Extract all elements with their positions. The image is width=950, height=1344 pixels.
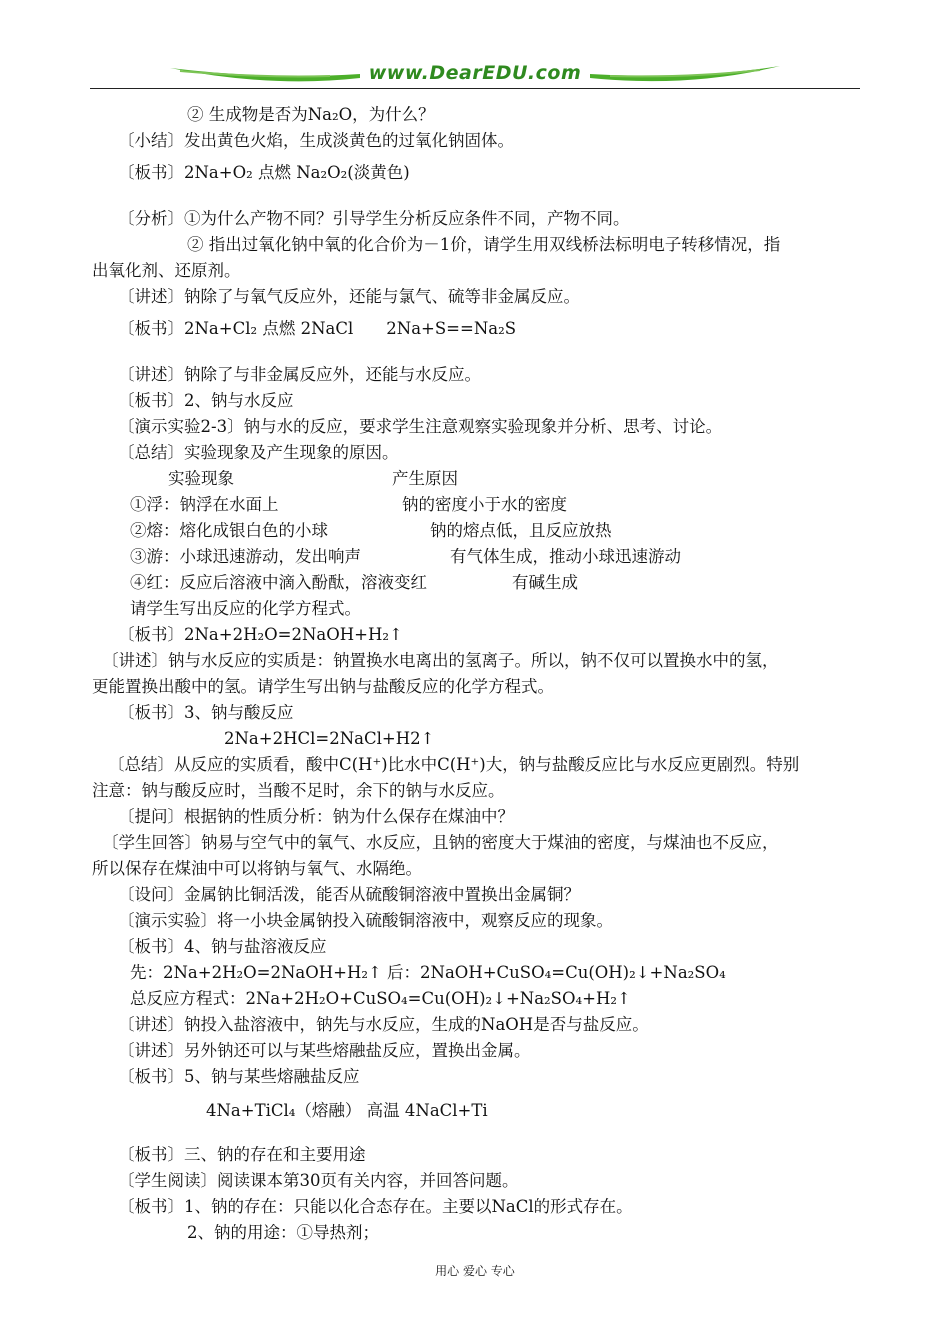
equation-line: 〔板书〕2Na+O₂ 点燃 Na₂O₂(淡黄色) [118,163,410,182]
text-line: ② 指出过氧化钠中氧的化合价为－1价，请学生用双线桥法标明电子转移情况，指 [187,235,781,254]
page-footer: 用心 爱心 专心 [435,1264,515,1278]
text-line: 〔板书〕1、钠的存在：只能以化合态存在。主要以NaCl的形式存在。 [118,1197,633,1216]
text-line: 〔板书〕3、钠与酸反应 [118,703,294,722]
text-line: 〔讲述〕另外钠还可以与某些熔融盐反应，置换出金属。 [118,1041,531,1060]
text-line: 〔总结〕实验现象及产生现象的原因。 [118,443,399,462]
table-row: 有气体生成，推动小球迅速游动 [450,547,681,566]
site-header [90,58,860,92]
table-row: 钠的密度小于水的密度 [402,495,567,514]
equation-line: 先：2Na+2H₂O=2NaOH+H₂↑ 后：2NaOH+CuSO₄=Cu(OH)₂↓+Na₂SO₄ [130,963,726,982]
table-row: ④红：反应后溶液中滴入酚酞，溶液变红 [130,573,427,592]
equation-line: 2Na+2HCl=2NaCl+H2↑ [224,729,435,748]
table-header-phenomenon: 实验现象 [168,469,234,488]
text-line: 出氧化剂、还原剂。 [92,261,241,280]
table-row: ①浮：钠浮在水面上 [130,495,279,514]
text-line: 〔设问〕金属钠比铜活泼，能否从硫酸铜溶液中置换出金属铜？ [118,885,580,904]
table-row: ③游：小球迅速游动，发出响声 [130,547,361,566]
equation-line: 〔板书〕2Na+2H₂O=2NaOH+H₂↑ [118,625,403,644]
text-line: 更能置换出酸中的氢。请学生写出钠与盐酸反应的化学方程式。 [92,677,554,696]
text-line: 〔讲述〕钠除了与氧气反应外，还能与氯气、硫等非金属反应。 [118,287,580,306]
text-line: 〔总结〕从反应的实质看，酸中C(H⁺)比水中C(H⁺)大，钠与盐酸反应比与水反应更剧烈。特别 [108,755,800,774]
text-line: 〔学生回答〕钠易与空气中的氧气、水反应，且钠的密度大于煤油的密度，与煤油也不反应， [102,833,779,852]
text-line: 〔分析〕①为什么产物不同？引导学生分析反应条件不同，产物不同。 [118,209,630,228]
table-header-reason: 产生原因 [392,469,458,488]
equation-line: 〔板书〕2Na+Cl₂ 点燃 2NaCl 2Na+S==Na₂S [118,319,517,338]
text-line: 〔小结〕发出黄色火焰，生成淡黄色的过氧化钠固体。 [118,131,514,150]
text-line: 2、钠的用途：①导热剂； [187,1223,379,1242]
text-line: 〔板书〕4、钠与盐溶液反应 [118,937,327,956]
text-line: 〔演示实验2-3〕钠与水的反应，要求学生注意观察实验现象并分析、思考、讨论。 [118,417,723,436]
text-line: 请学生写出反应的化学方程式。 [130,599,361,618]
table-row: 钠的熔点低，且反应放热 [430,521,612,540]
site-url: www.DearEDU.com [368,62,582,84]
text-line: ② 生成物是否为Na₂O，为什么？ [187,105,435,124]
text-line: 〔板书〕2、钠与水反应 [118,391,294,410]
text-line: 〔提问〕根据钠的性质分析：钠为什么保存在煤油中？ [118,807,514,826]
text-line: 〔学生阅读〕阅读课本第30页有关内容，并回答问题。 [118,1171,519,1190]
header-divider [90,88,860,89]
table-row: ②熔：熔化成银白色的小球 [130,521,328,540]
text-line: 〔讲述〕钠投入盐溶液中，钠先与水反应，生成的NaOH是否与盐反应。 [118,1015,649,1034]
equation-line: 4Na+TiCl₄（熔融） 高温 4NaCl+Ti [206,1101,488,1120]
text-line: 〔演示实验〕将一小块金属钠投入硫酸铜溶液中，观察反应的现象。 [118,911,613,930]
text-line: 所以保存在煤油中可以将钠与氧气、水隔绝。 [92,859,422,878]
table-row: 有碱生成 [512,573,578,592]
equation-line: 总反应方程式：2Na+2H₂O+CuSO₄=Cu(OH)₂↓+Na₂SO₄+H₂↑ [130,989,631,1008]
text-line: 〔讲述〕钠与水反应的实质是：钠置换水电离出的氢离子。所以，钠不仅可以置换水中的氢， [102,651,779,670]
text-line: 〔讲述〕钠除了与非金属反应外，还能与水反应。 [118,365,481,384]
text-line: 〔板书〕三、钠的存在和主要用途 [118,1145,366,1164]
text-line: 注意：钠与酸反应时，当酸不足时，余下的钠与水反应。 [92,781,505,800]
text-line: 〔板书〕5、钠与某些熔融盐反应 [118,1067,360,1086]
